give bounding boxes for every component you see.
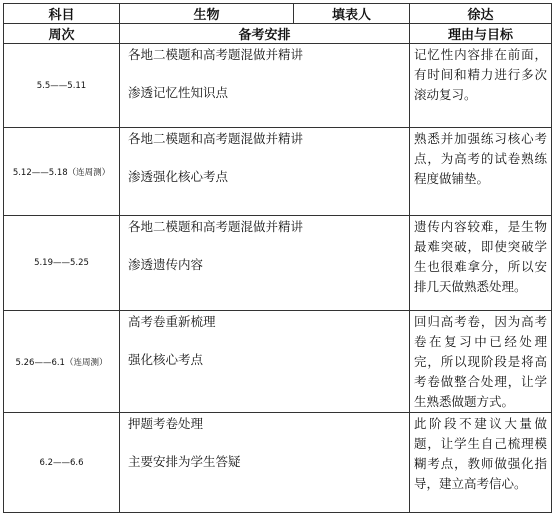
table-row: [4, 216, 552, 311]
reason-cell: 熟悉并加强练习核心考点，为高考的试卷熟练程度做铺垫。: [410, 128, 552, 216]
arrangement-line-1: 高考卷重新梳理: [128, 314, 216, 329]
table-row: [4, 311, 552, 413]
table-row: [4, 413, 552, 513]
arrangement-column-header: 备考安排: [120, 24, 410, 44]
arrangement-cell: [120, 413, 410, 513]
arrangement-line-1: 各地二模题和高考题混做并精讲: [128, 219, 304, 234]
arrangement-cell: [120, 311, 410, 413]
arrangement-line-2: 主要安排为学生答疑: [128, 454, 241, 469]
week-cell: 5.26——6.1（连周测）: [4, 311, 120, 413]
reason-column-header: 理由与目标: [410, 24, 552, 44]
arrangement-line-2: 渗透强化核心考点: [128, 169, 229, 184]
subject-label: 科目: [4, 4, 120, 24]
filler-label: 填表人: [294, 4, 410, 24]
arrangement-cell: [120, 216, 410, 311]
week-cell: 5.5——5.11: [4, 44, 120, 128]
review-plan-table: [3, 3, 552, 513]
reason-cell: 记忆性内容排在前面，有时间和精力进行多次滚动复习。: [410, 44, 552, 128]
arrangement-line-1: 各地二模题和高考题混做并精讲: [128, 47, 304, 62]
subheader-row: [4, 24, 552, 44]
arrangement-line-2: 渗透记忆性知识点: [128, 85, 229, 100]
arrangement-line-1: 押题考卷处理: [128, 416, 204, 431]
header-row: [4, 4, 552, 24]
reason-cell: 回归高考卷，因为高考卷在复习中已经处理完，所以现阶段是将高考卷做整合处理，让学生熟悉做题方式。: [410, 311, 552, 413]
subject-value: 生物: [120, 4, 294, 24]
week-cell: 5.12——5.18（连周测）: [4, 128, 120, 216]
reason-cell: 遗传内容较难，是生物最难突破，即使突破学生也很难拿分，所以安排几天做熟悉处理。: [410, 216, 552, 311]
reason-cell: 此阶段不建议大量做题，让学生自己梳理模糊考点，教师做强化指导，建立高考信心。: [410, 413, 552, 513]
arrangement-cell: [120, 128, 410, 216]
arrangement-line-2: 强化核心考点: [128, 352, 204, 367]
arrangement-line-2: 渗透遗传内容: [128, 257, 204, 272]
arrangement-cell: [120, 44, 410, 128]
week-cell: 5.19——5.25: [4, 216, 120, 311]
table-row: [4, 44, 552, 128]
filler-value: 徐达: [410, 4, 552, 24]
table-row: [4, 128, 552, 216]
arrangement-line-1: 各地二模题和高考题混做并精讲: [128, 131, 304, 146]
week-cell: 6.2——6.6: [4, 413, 120, 513]
week-column-header: 周次: [4, 24, 120, 44]
